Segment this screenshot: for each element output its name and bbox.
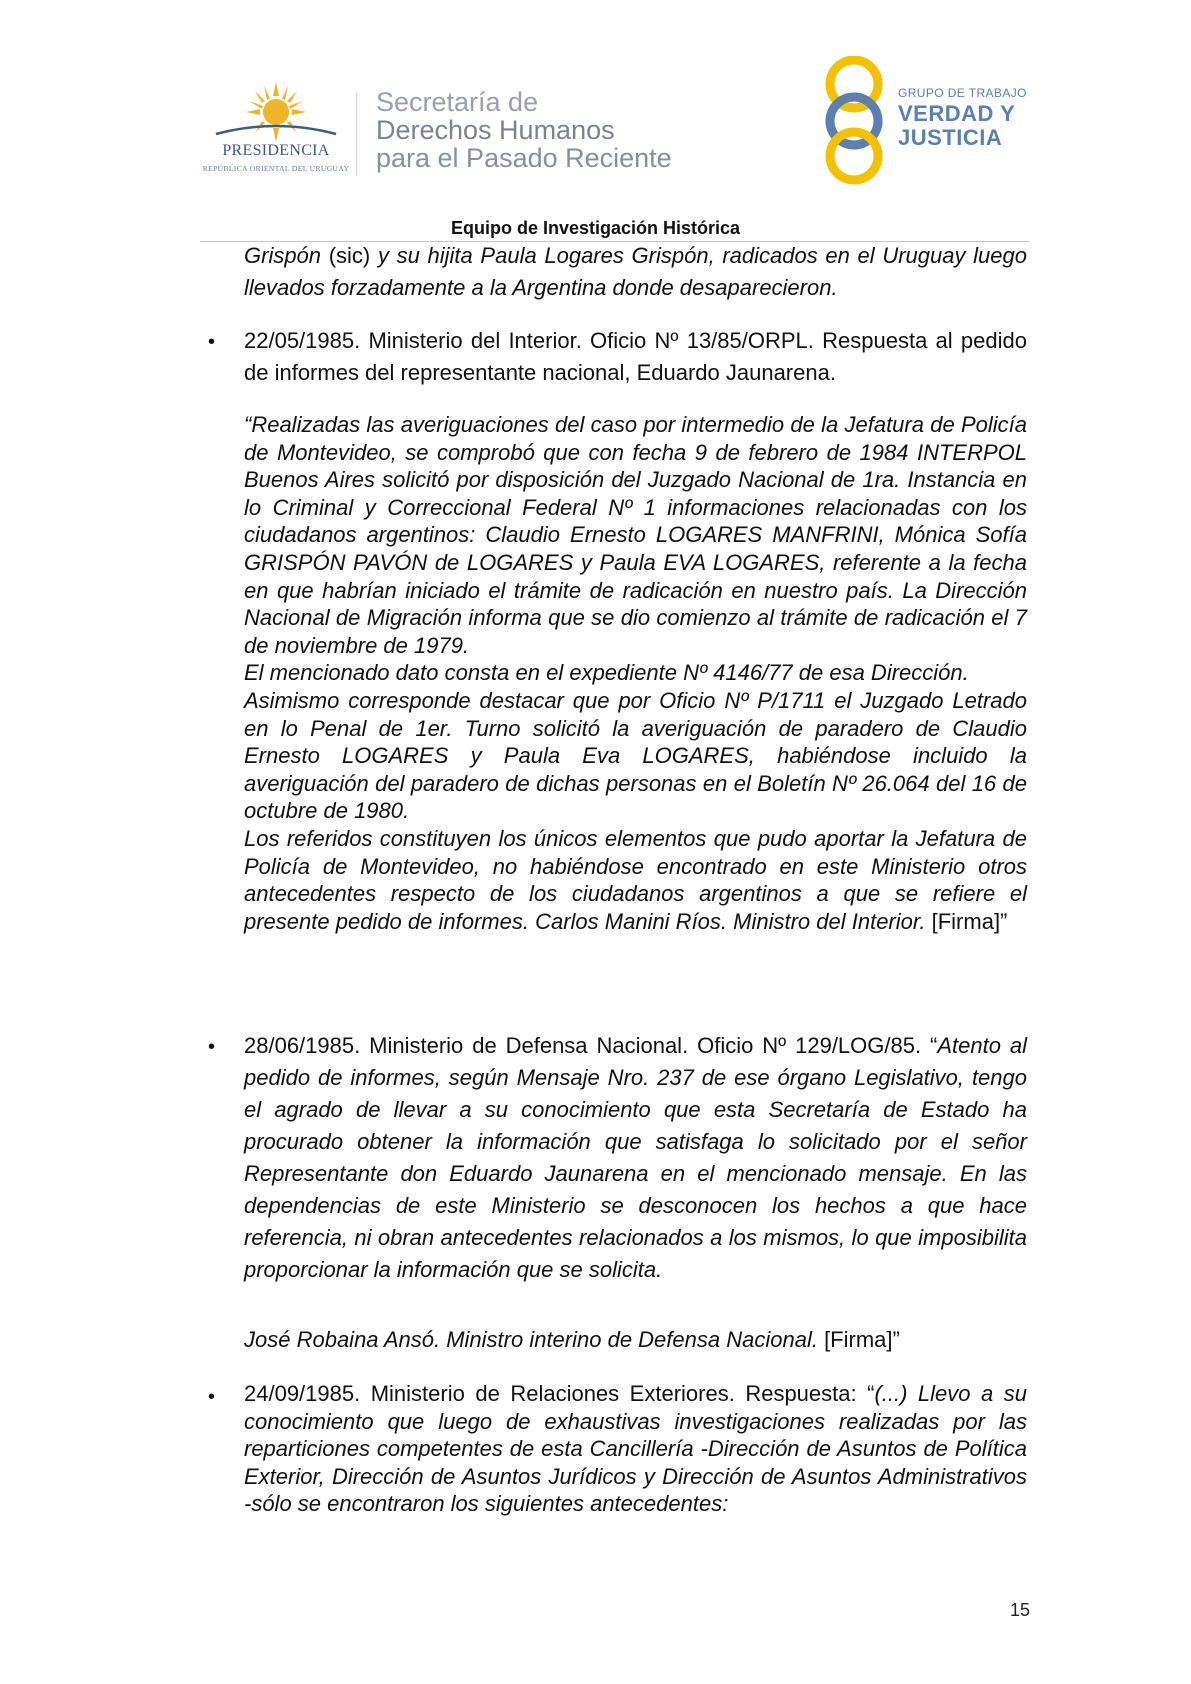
entry-1-quote-2: El mencionado dato consta en el expediente Nº 4146/77 de esa Dirección.: [244, 660, 969, 686]
secretaria-line-1: Secretaría de: [376, 87, 539, 117]
intro-part-a: Grispón: [244, 243, 322, 268]
header-divider: [356, 92, 357, 176]
verdad-justicia-logo: [818, 56, 1038, 186]
entry-2-quote: Atento al pedido de informes, según Mensaje Nro. 237 de ese órgano Legislativo, tengo el agrado de llevar a su conocimiento que esta Secretaría de Estado ha procurado obtener la información que satisfaga lo solicitado por el señor Representante don Eduardo Jaunarena en el mencionado mensaje. En las dependencias de este Ministerio se desconocen los hechos a que hace referencia, ni obran antecedentes relacionados a los mismos, lo que imposibilita proporcionar la información que se solicita.: [244, 1033, 1027, 1282]
intro-paragraph: [244, 240, 1027, 304]
secretaria-title: [376, 88, 716, 172]
gtvj-line-2: VERDAD Y: [898, 101, 1016, 126]
rings-logo-icon: [818, 56, 898, 186]
intro-part-c: y su hijita Paula Logares Grispón, radicados en el Uruguay luego llevados forzadamente a la Argentina donde desaparecieron.: [244, 243, 1027, 300]
entry-1-quote-3: Asimismo corresponde destacar que por Oficio Nº P/1711 el Juzgado Letrado en lo Penal de 1er. Turno solicitó la averiguación de paradero de Claudio Ernesto LOGARES y Paula Eva LOGARES, habiéndose incluido la averiguación del paradero de dichas personas en el Boletín Nº 26.064 del 16 de octubre de 1980.: [244, 687, 1027, 824]
entry-2-signature: [244, 1326, 1027, 1354]
entry-3-quote: (...) Llevo a su conocimiento que luego de exhaustivas investigaciones realizadas por las reparticiones competentes de esta Cancillería -Dirección de Asuntos de Política Exterior, Dirección de Asuntos Jurídicos y Dirección de Asuntos Administrativos -sólo se encontraron los siguientes antecedentes:: [244, 1381, 1027, 1517]
entry-1-quote-4: Los referidos constituyen los únicos elementos que pudo aportar la Jefatura de Policía de Montevideo, no habiéndose encontrado en este Ministerio otros antecedentes respecto de los ciudadanos argentinos a que se refiere el presente pedido de informes. Carlos Manini Ríos. Ministro del Interior.: [244, 825, 1027, 934]
entry-2-signature-name: José Robaina Ansó. Ministro interino de Defensa Nacional.: [244, 1327, 818, 1352]
intro-part-b: (sic): [321, 243, 378, 268]
page-number: 15: [1009, 1600, 1030, 1620]
entry-2-signature-mark: [Firma]”: [817, 1327, 900, 1352]
section-title: Equipo de Investigación Histórica: [450, 218, 741, 238]
bullet-3: •: [208, 1386, 216, 1408]
entry-2: [244, 1030, 1027, 1286]
entry-3-heading: 24/09/1985. Ministerio de Relaciones Exteriores. Respuesta: “: [244, 1381, 875, 1406]
bullet-1: •: [208, 331, 216, 353]
entry-1-signature: [Firma]”: [925, 908, 1008, 934]
sun-emblem-icon: [196, 82, 356, 142]
presidencia-logo: [196, 82, 356, 182]
gtvj-line-3: JUSTICIA: [898, 125, 1003, 150]
entry-1-quote: [244, 411, 1027, 935]
entry-1-quote-1: “Realizadas las averiguaciones del caso por intermedio de la Jefatura de Policía de Montevideo, se comprobó que con fecha 9 de febrero de 1984 INTERPOL Buenos Aires solicitó por disposición del Juzgado Nacional de 1ra. Instancia en lo Criminal y Correccional Federal Nº 1 informaciones relacionadas con los ciudadanos argentinos: Claudio Ernesto LOGARES MANFRINI, Mónica Sofía GRISPÓN PAVÓN de LOGARES y Paula EVA LOGARES, referente a la fecha en que habrían iniciado el trámite de radicación en nuestro país. La Dirección Nacional de Migración informa que se dio comienzo al trámite de radicación el 7 de noviembre de 1979.: [244, 412, 1027, 658]
entry-2-heading: 28/06/1985. Ministerio de Defensa Nacional. Oficio Nº 129/LOG/85. “: [244, 1033, 938, 1058]
bullet-2: •: [208, 1036, 216, 1058]
entry-1-heading: 22/05/1985. Ministerio del Interior. Oficio Nº 13/85/ORPL. Respuesta al pedido de informes del representante nacional, Eduardo Jaunarena.: [244, 328, 1027, 385]
secretaria-line-2: Derechos Humanos: [376, 115, 615, 145]
presidencia-subtitle: REPÚBLICA ORIENTAL DEL URUGUAY: [202, 164, 350, 173]
presidencia-title: PRESIDENCIA: [222, 142, 330, 159]
entry-3: [244, 1380, 1027, 1518]
gtvj-line-1: GRUPO DE TRABAJO: [898, 86, 1027, 100]
secretaria-line-3: para el Pasado Reciente: [376, 143, 672, 173]
